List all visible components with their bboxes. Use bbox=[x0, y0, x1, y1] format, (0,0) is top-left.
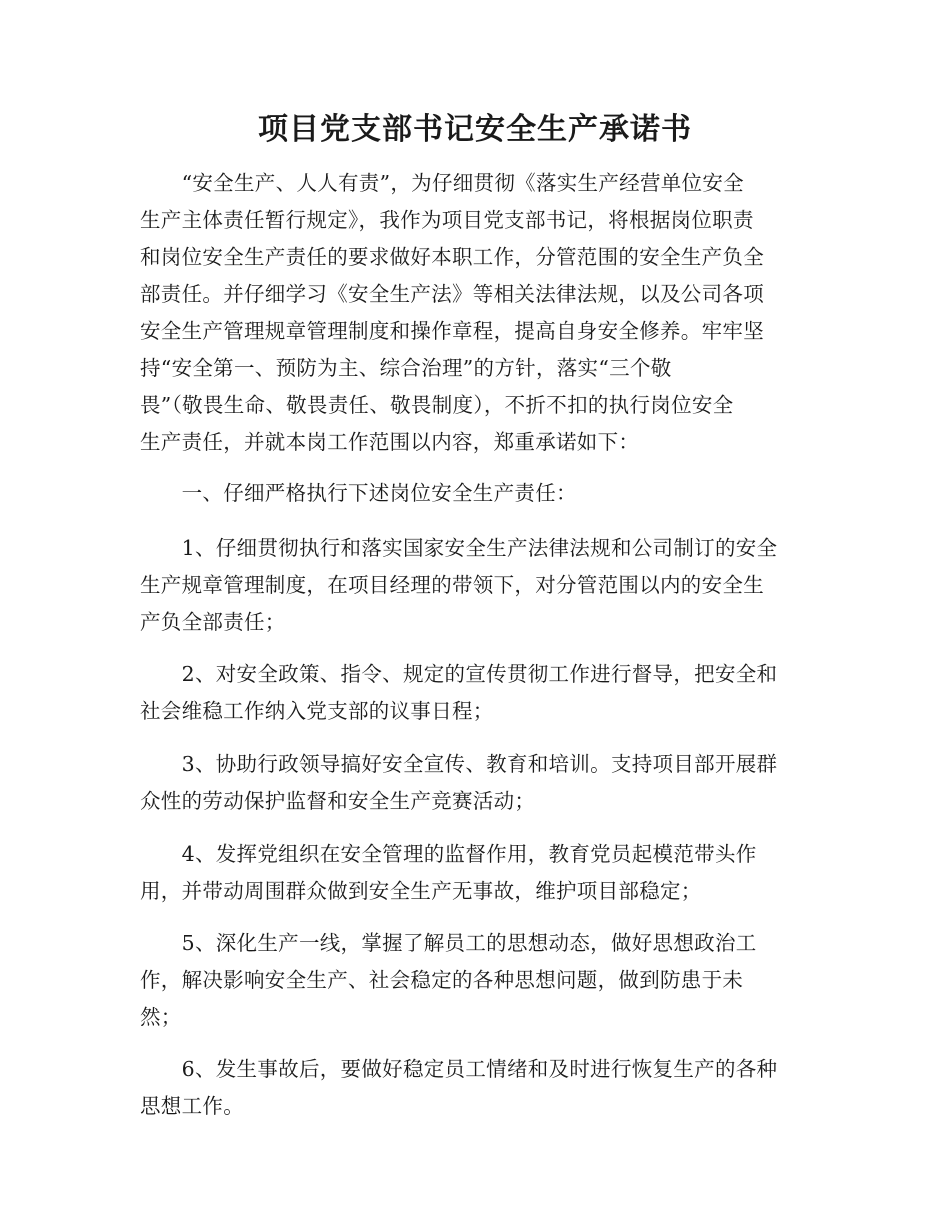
list-item bbox=[140, 925, 808, 1036]
document-title: 项目党支部书记安全生产承诺书 bbox=[258, 112, 692, 147]
paragraph-line: 畏”（敬畏生命、敬畏责任、敬畏制度），不折不扣的执行岗位安全 bbox=[140, 393, 734, 417]
paragraph-line: 产负全部责任； bbox=[140, 610, 286, 634]
paragraph-line: 生产主体责任暂行规定》，我作为项目党支部书记，将根据岗位职责 bbox=[140, 208, 754, 232]
paragraph-line: 5、深化生产一线，掌握了解员工的思想动态，做好思想政治工 bbox=[140, 931, 757, 955]
paragraph-line: 持“安全第一、预防为主、综合治理”的方针，落实“三个敬 bbox=[140, 356, 672, 380]
list-item bbox=[140, 530, 808, 641]
paragraph-line: 作，解决影响安全生产、社会稳定的各种思想问题，做到防患于未 bbox=[140, 968, 744, 992]
paragraph-line: 生产责任，并就本岗工作范围以内容，郑重承诺如下： bbox=[140, 430, 640, 454]
list-item bbox=[140, 656, 808, 730]
paragraph-line: 然； bbox=[140, 1005, 182, 1029]
paragraph-line: 众性的劳动保护监督和安全生产竞赛活动； bbox=[140, 789, 536, 813]
list-item bbox=[140, 836, 808, 910]
paragraph-line: 思想工作。 bbox=[140, 1094, 244, 1118]
paragraph-line: 1、仔细贯彻执行和落实国家安全生产法律法规和公司制订的安全 bbox=[140, 536, 778, 560]
section-heading bbox=[140, 475, 808, 512]
intro-paragraph bbox=[140, 165, 808, 461]
paragraph-line: “安全生产、人人有责”，为仔细贯彻《落实生产经营单位安全 bbox=[140, 171, 744, 195]
paragraph-line: 生产规章管理制度，在项目经理的带领下，对分管范围以内的安全生 bbox=[140, 573, 764, 597]
paragraph-line: 和岗位安全生产责任的要求做好本职工作，分管范围的安全生产负全 bbox=[140, 245, 764, 269]
paragraph-line: 2、对安全政策、指令、规定的宣传贯彻工作进行督导，把安全和 bbox=[140, 662, 778, 686]
paragraph-line: 用，并带动周围群众做到安全生产无事故，维护项目部稳定； bbox=[140, 879, 702, 903]
paragraph-line: 6、发生事故后，要做好稳定员工情绪和及时进行恢复生产的各种 bbox=[140, 1057, 778, 1081]
paragraph-line: 3、协助行政领导搞好安全宣传、教育和培训。支持项目部开展群 bbox=[140, 752, 778, 776]
paragraph-line: 社会维稳工作纳入党支部的议事日程； bbox=[140, 699, 494, 723]
list-item bbox=[140, 1051, 808, 1125]
paragraph-line: 部责任。并仔细学习《安全生产法》等相关法律法规，以及公司各项 bbox=[140, 282, 764, 306]
paragraph-line: 一、仔细严格执行下述岗位安全生产责任： bbox=[140, 481, 577, 505]
list-item bbox=[140, 746, 808, 820]
paragraph-line: 安全生产管理规章管理制度和操作章程，提高自身安全修养。牢牢坚 bbox=[140, 319, 764, 343]
paragraph-line: 4、发挥党组织在安全管理的监督作用，教育党员起模范带头作 bbox=[140, 842, 757, 866]
